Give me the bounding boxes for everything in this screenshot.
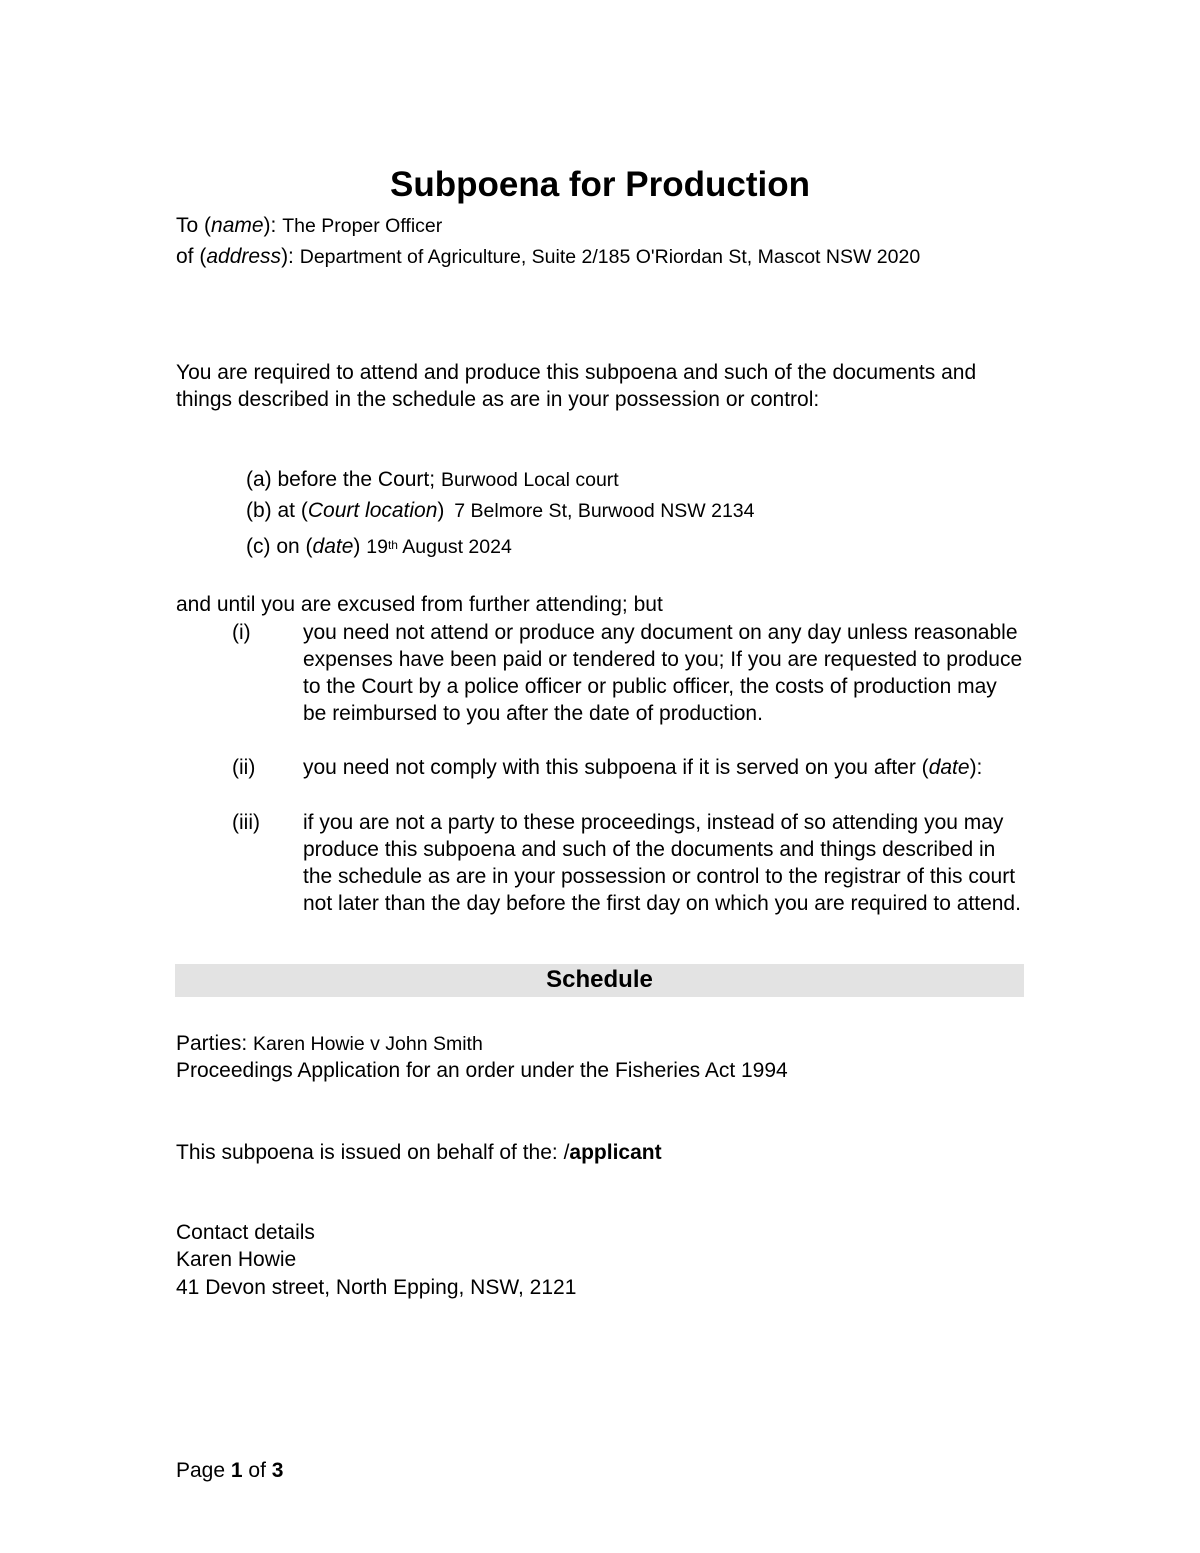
page-number: 1	[230, 1459, 243, 1482]
attendance-b-label: (b) at (Court location)	[246, 499, 445, 522]
to-value: The Proper Officer	[282, 215, 443, 237]
parties-value: Karen Howie v John Smith	[253, 1033, 483, 1055]
attendance-c-label: (c) on (date)	[246, 535, 361, 558]
attendance-a-label: (a) before the Court;	[246, 468, 436, 491]
condition-i-label: (i)	[232, 621, 251, 644]
to-label: To (name):	[176, 214, 277, 237]
attendance-a-value: Burwood Local court	[440, 469, 619, 491]
page-footer: Page 1 of 3	[176, 1459, 284, 1482]
issued-on-behalf-line: This subpoena is issued on behalf of the: /applicant	[176, 1141, 662, 1164]
condition-ii-label: (ii)	[232, 756, 256, 779]
of-label: of (address):	[176, 245, 294, 268]
until-text: and until you are excused from further attending; but	[176, 593, 663, 616]
of-value: Department of Agriculture, Suite 2/185 O'Riordan St, Mascot NSW 2020	[299, 246, 921, 268]
to-line	[176, 213, 442, 239]
contact-address: 41 Devon street, North Epping, NSW, 2121	[176, 1276, 577, 1299]
attendance-c-value: 19th August 2024	[366, 536, 512, 558]
contact-name: Karen Howie	[176, 1248, 297, 1271]
parties-label: Parties:	[176, 1032, 248, 1055]
contact-heading: Contact details	[176, 1221, 315, 1244]
attendance-item-c	[246, 534, 512, 560]
issued-on-behalf-value: applicant	[569, 1141, 662, 1164]
condition-iii-label: (iii)	[232, 811, 260, 834]
attendance-item-a	[246, 467, 619, 493]
parties-line	[176, 1031, 483, 1057]
condition-i-text: you need not attend or produce any document on any day unless reasonable expenses have been paid or tendered to you; If you are requested to produce to the Court by a police officer or public officer, the costs of production may be reimbursed to you after the date of production.	[303, 621, 1023, 725]
proceedings-line: Proceedings Application for an order under the Fisheries Act 1994	[176, 1059, 788, 1082]
attendance-b-value: 7 Belmore St, Burwood NSW 2134	[454, 500, 755, 522]
document-title: Subpoena for Production	[390, 165, 810, 204]
condition-iii-text: if you are not a party to these proceedings, instead of so attending you may produce this subpoena and such of the documents and things described in the schedule as are in your possession or control to the registrar of this court not later than the day before the first day on which you are required to attend.	[303, 811, 1021, 915]
schedule-heading-bar	[175, 964, 1024, 997]
attendance-item-b	[246, 498, 755, 524]
condition-ii-text: you need not comply with this subpoena if it is served on you after (date):	[303, 756, 983, 779]
schedule-heading: Schedule	[546, 966, 653, 993]
of-line	[176, 244, 920, 270]
requirement-paragraph: You are required to attend and produce this subpoena and such of the documents and things described in the schedule as are in your possession or control:	[176, 361, 977, 411]
page-total: 3	[271, 1459, 284, 1482]
